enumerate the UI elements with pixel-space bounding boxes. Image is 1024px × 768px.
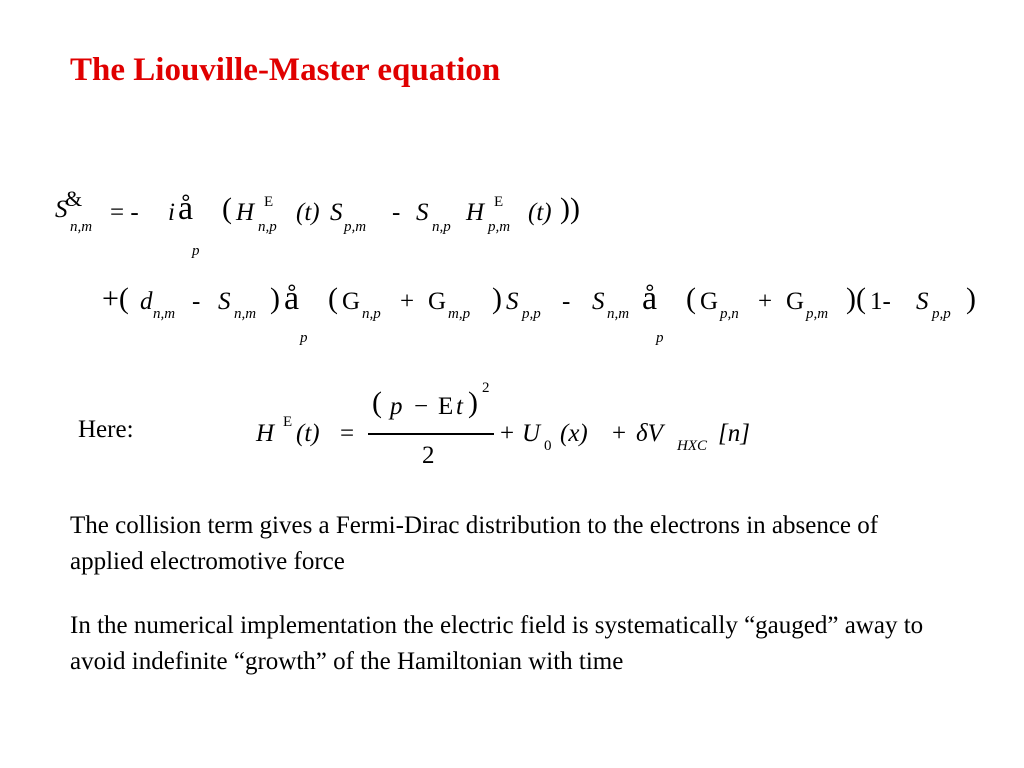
right-parens: ))	[560, 192, 580, 225]
left-paren-3: (	[686, 282, 696, 315]
sum-symbol-3: å	[642, 280, 658, 317]
denominator-two: 2	[422, 442, 435, 469]
sum-index-p-2: p	[300, 330, 308, 346]
numerator-p: p	[390, 393, 403, 420]
gamma-3: G	[700, 288, 719, 315]
minus-sign: -	[392, 199, 401, 226]
delta-d: d	[140, 288, 153, 315]
sum-index-p: p	[192, 243, 200, 259]
potential-u: U	[522, 420, 541, 447]
gamma-2: G	[428, 288, 447, 315]
one-minus: 1-	[870, 288, 891, 315]
hamiltonian-h: H	[256, 420, 275, 447]
equals-sign: =	[340, 420, 355, 447]
sigma-symbol: S	[55, 196, 68, 223]
superscript-e2: E	[494, 194, 504, 210]
minus-sign-2: -	[562, 288, 571, 315]
right-left-parens: )(	[846, 282, 866, 315]
subscript-pm-gamma: p,m	[806, 306, 829, 322]
plus-sign-2: +	[612, 420, 627, 447]
sigma-1: S	[330, 199, 343, 226]
sigma-line2-4: S	[916, 288, 929, 315]
right-paren-1: )	[270, 282, 280, 315]
sigma-line2-1: S	[218, 288, 231, 315]
time-arg-1: (t)	[296, 199, 320, 226]
position-arg: (x)	[560, 420, 588, 447]
minus-sign-1: -	[192, 288, 201, 315]
right-paren-4: )	[966, 282, 976, 315]
gamma-1: G	[342, 288, 361, 315]
slide-title: The Liouville-Master equation	[70, 52, 501, 88]
time-arg-2: (t)	[528, 199, 552, 226]
hamiltonian-h1: H	[236, 199, 255, 226]
right-paren-2: )	[492, 282, 502, 315]
numerator-t: t	[456, 393, 463, 420]
numerator-minus: −	[414, 393, 429, 420]
subscript-np: n,p	[258, 219, 277, 235]
subscript-nm-3: n,m	[607, 306, 630, 322]
left-paren: (	[222, 192, 232, 225]
plus-sign-2: +	[758, 288, 773, 315]
potential-u-subscript: 0	[544, 438, 552, 454]
v-subscript-hxc: HXC	[677, 438, 707, 454]
sigma-line2-3: S	[592, 288, 605, 315]
time-arg: (t)	[296, 420, 320, 447]
equals-minus: = -	[110, 199, 139, 226]
sum-index-p-3: p	[656, 330, 664, 346]
numerator-left-paren: (	[372, 386, 382, 419]
subscript-nm-d: n,m	[153, 306, 176, 322]
paragraph-numerical-implementation: In the numerical implementation the electric field is systematically “gauged” away to avoid indefinite “growth” of the Hamiltonian with time	[70, 612, 924, 675]
delta-v-hxc: δV	[636, 420, 663, 447]
numerator-square: 2	[482, 380, 490, 396]
sum-symbol: å	[178, 190, 194, 227]
subscript-pm: p,m	[344, 219, 367, 235]
dot-accent: &	[65, 186, 83, 211]
subscript-np-gamma: n,p	[362, 306, 381, 322]
sum-symbol-2: å	[284, 280, 300, 317]
numerator-right-paren: )	[468, 386, 478, 419]
subscript-mp: m,p	[448, 306, 471, 322]
subscript-pn: p,n	[720, 306, 739, 322]
gamma-4: G	[786, 288, 805, 315]
numerator-e: E	[438, 393, 454, 420]
hamiltonian-h2: H	[466, 199, 485, 226]
plus-left-paren: +(	[102, 282, 129, 315]
superscript-e1: E	[264, 194, 274, 210]
subscript-nm-2: n,m	[234, 306, 257, 322]
plus-sign-1: +	[500, 420, 515, 447]
here-label: Here:	[78, 416, 134, 443]
density-arg: [n]	[718, 420, 750, 447]
subscript-nm: n,m	[70, 219, 93, 235]
subscript-np-2: n,p	[432, 219, 451, 235]
imaginary-i: i	[168, 199, 175, 226]
left-paren-2: (	[328, 282, 338, 315]
paragraph-collision-term: The collision term gives a Fermi-Dirac distribution to the electrons in absence of applied electromotive force	[70, 512, 879, 575]
plus-sign-1: +	[400, 288, 415, 315]
subscript-pm-2: p,m	[488, 219, 511, 235]
subscript-pp-2: p,p	[932, 306, 951, 322]
sigma-line2-2: S	[506, 288, 519, 315]
fraction-bar	[368, 433, 494, 435]
superscript-e: E	[283, 414, 293, 430]
sigma-2: S	[416, 199, 429, 226]
subscript-pp: p,p	[522, 306, 541, 322]
